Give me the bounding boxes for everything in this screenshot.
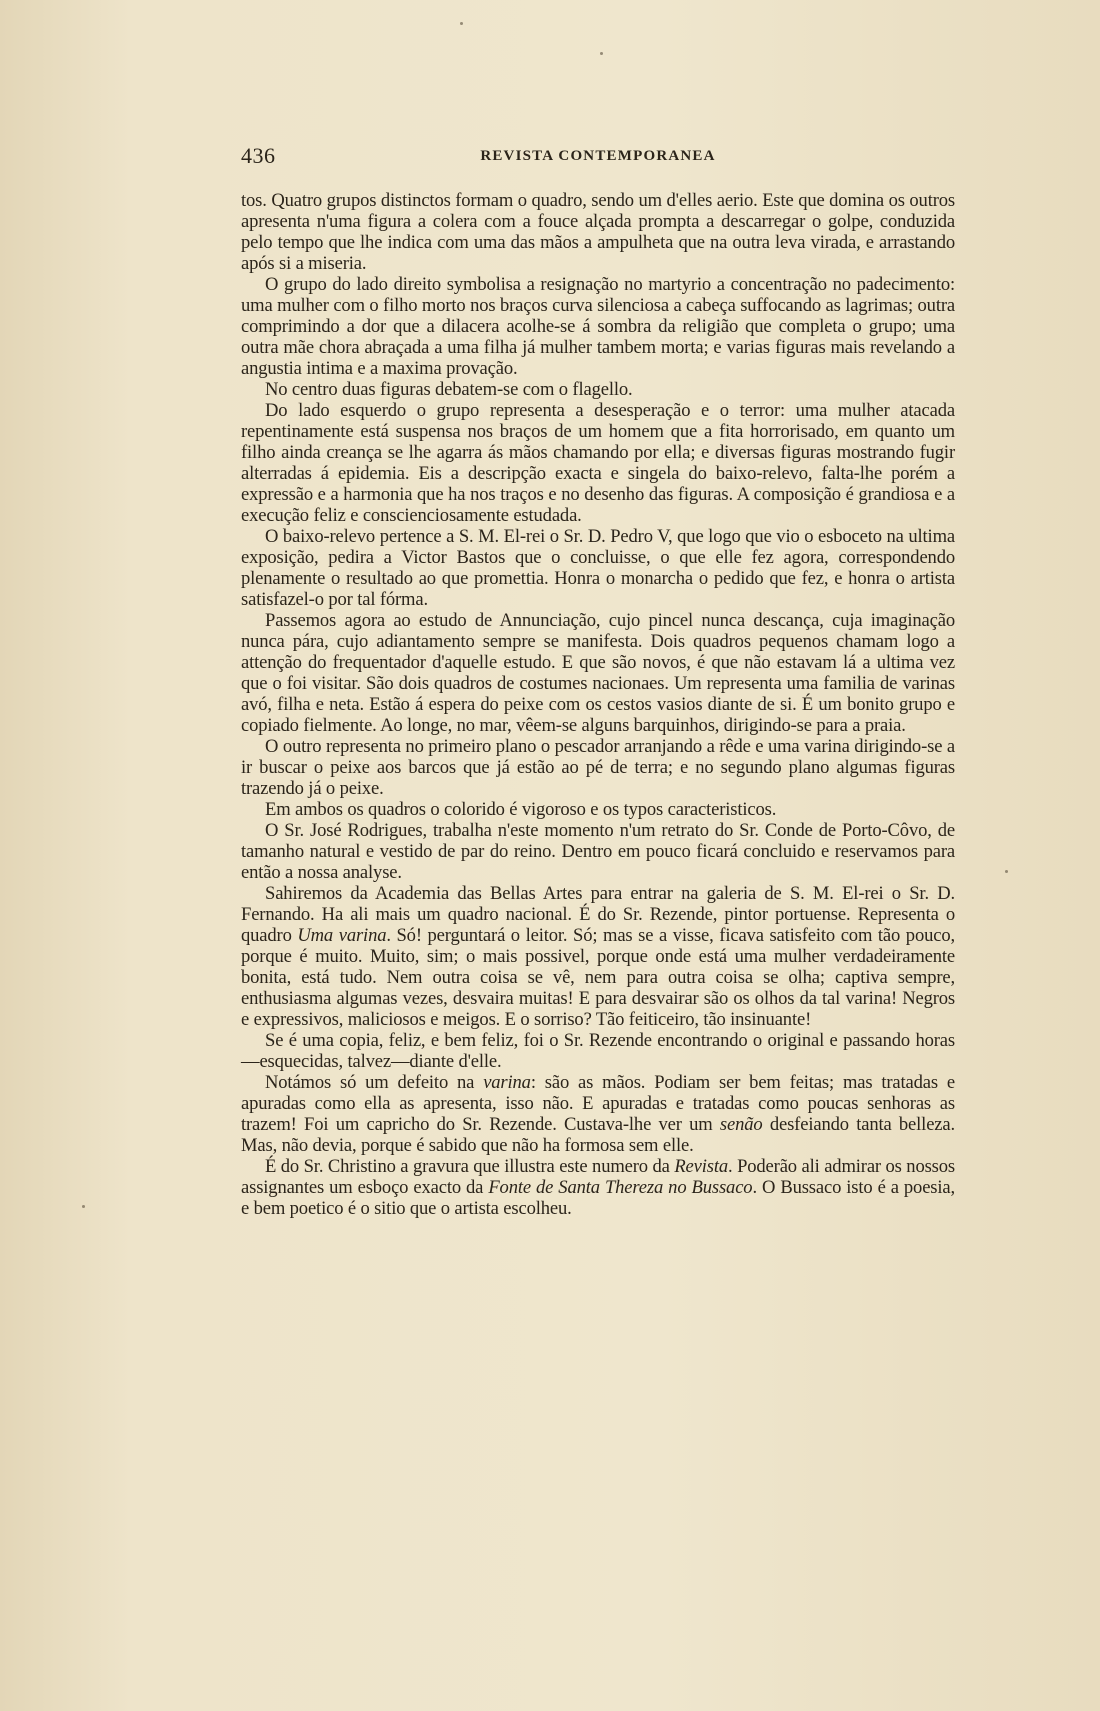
text-run: . Só! perguntará o leitor. Só; mas se a visse, ficava satisfeito com tão pouco, porque é muito. Muito, sim; o mais possivel, porque onde está uma mulher verdadeiramente bonita, está tudo. Nem outra coisa se vê, nem para outra coisa se olha; captiva sempre, enthusiasma algumas vezes, desvaira muitas! E para desvairar são os olhos da tal varina! Negros e expressivos, maliciosos e meigos. E o sorriso? Tão feiticeiro, tão insinuante!: [241, 925, 955, 1030]
paragraph: [241, 883, 955, 1030]
paragraph: Do lado esquerdo o grupo representa a desesperação e o terror: uma mulher atacada repentinamente está suspensa nos braços de um homem que a fita horrorisado, em quanto um filho ainda creança se lhe agarra ás mãos chamando por ella; e diversas figuras mostrando fugir alterradas á epidemia. Eis a descripção exacta e singela do baixo-relevo, falta-lhe porém a expressão e a harmonia que ha nos traços e no desenho das figuras. A composição é grandiosa e a execução feliz e conscienciosamente estudada.: [241, 400, 955, 526]
text-run: É do Sr. Christino a gravura que illustra este numero da: [265, 1156, 675, 1177]
italic-word: varina: [483, 1072, 531, 1093]
text-run: . O Bussaco isto é a poesia, e bem poetico é o sitio que o artista escolheu.: [241, 1177, 956, 1219]
text-run: Notámos só um defeito na: [265, 1072, 484, 1093]
paper-speck: [600, 52, 603, 55]
paragraph: O Sr. José Rodrigues, trabalha n'este momento n'um retrato do Sr. Conde de Porto-Côvo, de tamanho natural e vestido de par do reino. Dentro em pouco ficará concluido e reservamos para então a nossa analyse.: [241, 820, 955, 883]
paragraph: O grupo do lado direito symbolisa a resignação no martyrio a concentração no padecimento: uma mulher com o filho morto nos braços curva silenciosa a cabeça suffocando as lagrimas; outra comprimindo a dor que a dilacera acolhe-se á sombra da religião que completa o grupo; uma outra mãe chora abraçada a uma filha já mulher tambem morta; e varias figuras mais revelando a angustia intima e a maxima provação.: [241, 274, 955, 379]
article-body: [241, 190, 955, 1219]
text-run: desfeiando tanta belleza. Mas, não devia, porque é sabido que não ha formosa sem elle.: [241, 1114, 955, 1156]
paragraph: O baixo-relevo pertence a S. M. El-rei o Sr. D. Pedro V, que logo que vio o esboceto na ultima exposição, pedira a Victor Bastos que o concluisse, o que elle fez agora, correspondendo plenamente o resultado ao que promettia. Honra o monarcha o pedido que fez, e honra o artista satisfazel-o por tal fórma.: [241, 526, 955, 610]
text-run: . Poderão ali admirar os nossos assignantes um esboço exacto da: [241, 1156, 956, 1198]
italic-title: Revista: [674, 1156, 729, 1177]
page-number: 436: [241, 143, 276, 168]
paragraph: Em ambos os quadros o colorido é vigoroso e os typos caracteristicos.: [265, 799, 777, 820]
italic-title: Uma varina: [297, 925, 387, 946]
text-run: : são as mãos. Podiam ser bem feitas; mas tratadas e apuradas como ella as apresenta, isso não. E apuradas e tratadas como poucas senhoras as trazem! Foi um capricho do Sr. Rezende. Custava-lhe ver um: [241, 1072, 955, 1135]
running-title: REVISTA CONTEMPORANEA: [480, 148, 716, 164]
text-run: Sahiremos da Academia das Bellas Artes para entrar na galeria de S. M. El-rei o Sr. D. Fernando. Ha ali mais um quadro nacional. É do Sr. Rezende, pintor portuense. Representa o quadro: [241, 883, 955, 946]
paragraph: [241, 1156, 955, 1219]
italic-word: senão: [719, 1114, 763, 1135]
paragraph: [241, 1072, 955, 1156]
paper-speck: [460, 22, 463, 25]
paragraph: No centro duas figuras debatem-se com o flagello.: [265, 379, 633, 400]
italic-title: Fonte de Santa Thereza no Bussaco: [488, 1177, 753, 1198]
paragraph: O outro representa no primeiro plano o pescador arranjando a rêde e uma varina dirigindo-se a ir buscar o peixe aos barcos que já estão ao pé de terra; e no segundo plano algumas figuras trazendo já o peixe.: [241, 736, 955, 799]
paragraph: tos. Quatro grupos distinctos formam o quadro, sendo um d'elles aerio. Este que domina os outros apresenta n'uma figura a colera com a fouce alçada prompta a descarregar o golpe, conduzida pelo tempo que lhe indica com uma das mãos a ampulheta que na outra leva virada, e arrastando após si a miseria.: [241, 190, 955, 274]
paragraph: Passemos agora ao estudo de Annunciação, cujo pincel nunca descança, cuja imaginação nunca pára, cujo adiantamento sempre se manifesta. Dois quadros pequenos chamam logo a attenção do frequentador d'aquelle estudo. E que são novos, é que não estavam lá a ultima vez que o foi visitar. São dois quadros de costumes nacionaes. Um representa uma familia de varinas avó, filha e neta. Estão á espera do peixe com os cestos vasios diante de si. É um bonito grupo e copiado fielmente. Ao longe, no mar, vêem-se alguns barquinhos, dirigindo-se para a praia.: [241, 610, 955, 736]
paper-speck: [1005, 870, 1008, 873]
page-header: [241, 143, 955, 173]
paragraph: Se é uma copia, feliz, e bem feliz, foi o Sr. Rezende encontrando o original e passando horas—esquecidas, talvez—diante d'elle.: [241, 1030, 955, 1072]
paper-speck: [82, 1205, 85, 1208]
